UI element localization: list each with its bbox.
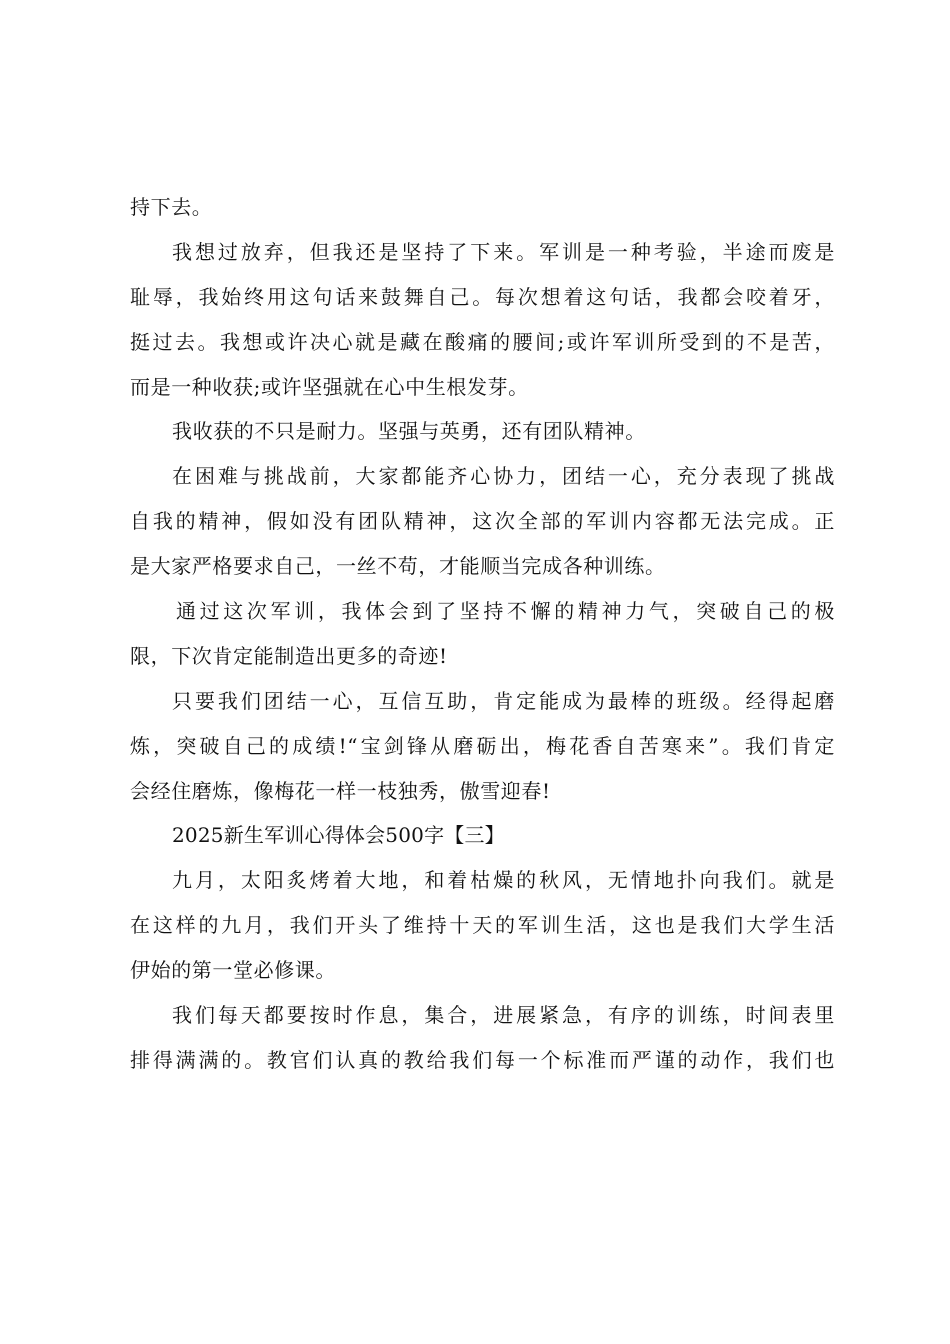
paragraph-line: 是大家严格要求自己，一丝不苟，才能顺当完成各种训练。 <box>130 554 666 579</box>
paragraph-line: 挺过去。我想或许决心就是藏在酸痛的腰间;或许军训所受到的不是苦， <box>130 329 835 354</box>
paragraph-line: 在困难与挑战前，大家都能齐心协力，团结一心，充分表现了挑战 <box>172 464 835 489</box>
paragraph-line: 自我的精神，假如没有团队精神，这次全部的军训内容都无法完成。正 <box>130 509 835 534</box>
paragraph-line: 而是一种收获;或许坚强就在心中生根发芽。 <box>130 374 529 399</box>
paragraph-line: 限，下次肯定能制造出更多的奇迹! <box>130 643 448 668</box>
paragraph-line: 伊始的第一堂必修课。 <box>130 958 336 983</box>
paragraph-line: 排得满满的。教官们认真的教给我们每一个标准而严谨的动作，我们也 <box>130 1047 835 1072</box>
paragraph-line: 我收获的不只是耐力。坚强与英勇，还有团队精神。 <box>172 419 646 444</box>
paragraph-line: 耻辱，我始终用这句话来鼓舞自己。每次想着这句话，我都会咬着牙， <box>130 284 835 309</box>
paragraph-line: 九月，太阳炙烤着大地，和着枯燥的秋风，无情地扑向我们。就是 <box>172 868 835 893</box>
section-heading: 2025新生军训心得体会500字【三】 <box>172 823 505 848</box>
paragraph-line: 通过这次军训，我体会到了坚持不懈的精神力气，突破自己的极 <box>176 599 835 624</box>
paragraph-line: 持下去。 <box>130 195 213 219</box>
paragraph-line: 只要我们团结一心，互信互助，肯定能成为最棒的班级。经得起磨 <box>172 688 835 713</box>
paragraph-line: 在这样的九月，我们开头了维持十天的军训生活，这也是我们大学生活 <box>130 913 835 938</box>
paragraph-line: 我想过放弃，但我还是坚持了下来。军训是一种考验，半途而废是 <box>172 239 835 264</box>
paragraph-line: 我们每天都要按时作息，集合，进展紧急，有序的训练，时间表里 <box>172 1003 835 1028</box>
body-text <box>130 185 835 1083</box>
paragraph-line: 炼，突破自己的成绩!“宝剑锋从磨砺出，梅花香自苦寒来”。我们肯定 <box>130 733 835 758</box>
paragraph-line: 会经住磨炼，像梅花一样一枝独秀，傲雪迎春! <box>130 778 551 803</box>
